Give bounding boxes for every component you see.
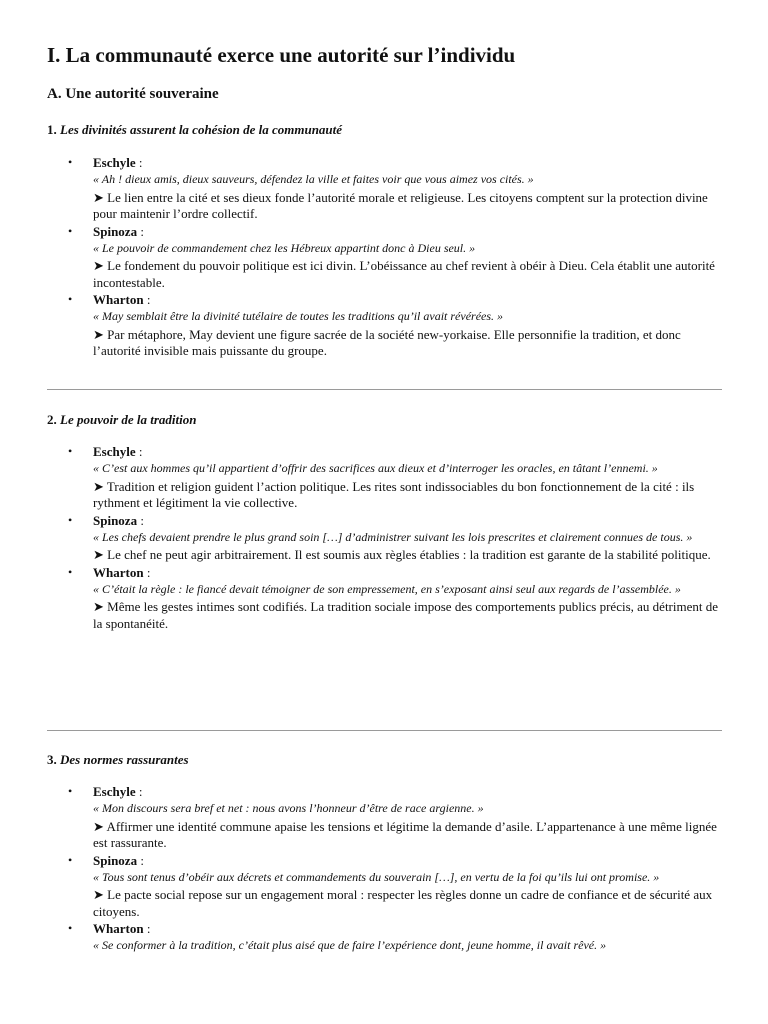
bullet-icon: •: [68, 564, 73, 579]
quote: « Mon discours sera bref et net : nous avons l’honneur d’être de race argienne. »: [93, 801, 484, 815]
quote: « Les chefs devaient prendre le plus grand soin […] d’administrer suivant les lois prescrites et clairement connues de tous. »: [93, 529, 693, 544]
list-item: [47, 783, 727, 852]
bullet-icon: •: [68, 292, 73, 306]
author-name: Eschyle: [93, 444, 136, 459]
section-title-text: Des normes rassurantes: [60, 752, 189, 767]
author-name-line: Wharton :: [93, 921, 151, 936]
section-divider: [47, 730, 722, 731]
author-list: [47, 154, 727, 360]
author-name-line: Spinoza :: [93, 512, 144, 528]
section-2: [47, 411, 727, 632]
comment-text: Même les gestes intimes sont codifiés. La tradition sociale impose des comportements publics précis, au détriment de la spontanéité.: [93, 599, 719, 631]
author-name: Spinoza: [93, 852, 138, 868]
subtitle: A. Une autorité souveraine: [47, 86, 219, 102]
list-item: [47, 920, 727, 954]
section-title-text: Les divinités assurent la cohésion de la communauté: [60, 122, 343, 137]
section-divider: [47, 389, 722, 390]
author-name-line: Eschyle :: [93, 444, 143, 459]
list-item: [47, 291, 727, 360]
list-item: [47, 852, 727, 921]
main-title: I. La communauté exerce une autorité sur l’individu: [47, 43, 516, 67]
author-name-line: Spinoza :: [93, 223, 144, 239]
arrow-icon: ➤: [93, 547, 104, 562]
author-list: [47, 783, 727, 954]
comment: [93, 819, 727, 852]
author-name: Wharton: [93, 292, 144, 307]
section-title: [47, 121, 727, 139]
section-number: 1.: [47, 122, 57, 137]
comment: [93, 599, 727, 632]
comment-text: Le chef ne peut agir arbitrairement. Il est soumis aux règles établies : la tradition est garante de la stabilité politique.: [107, 547, 711, 562]
quote: « Le pouvoir de commandement chez les Hébreux appartint donc à Dieu seul. »: [93, 240, 476, 255]
quote: « Se conformer à la tradition, c’était plus aisé que de faire l’expérience dont, jeune homme, il avait rêvé. »: [93, 938, 607, 952]
author-name: Eschyle: [93, 155, 136, 170]
comment: [93, 327, 727, 360]
quote: « C’était la règle : le fiancé devait témoigner de son empressement, en s’exposant ainsi seul aux regards de l’assemblée. »: [93, 581, 681, 596]
bullet-icon: •: [68, 852, 73, 867]
arrow-icon: ➤: [93, 258, 104, 273]
quote: « Tous sont tenus d’obéir aux décrets et commandements du souverain […], en vertu de la foi qu’ils lui ont promise. »: [93, 869, 660, 884]
author-name-line: Wharton :: [93, 292, 151, 307]
comment: [93, 887, 727, 920]
bullet-icon: •: [68, 155, 73, 169]
section-title-text: Le pouvoir de la tradition: [60, 412, 197, 427]
comment: [93, 190, 727, 223]
bullet-icon: •: [68, 512, 73, 527]
author-name: Eschyle: [93, 784, 136, 799]
comment-text: Tradition et religion guident l’action politique. Les rites sont indissociables du bon fonctionnement de la cité : ils rythment et légitiment la vie collective.: [93, 478, 695, 510]
bullet-icon: •: [68, 784, 73, 798]
comment: [93, 258, 727, 291]
comment: [93, 479, 727, 512]
quote: « Ah ! dieux amis, dieux sauveurs, défendez la ville et faites voir que vous aimez vos cités. »: [93, 172, 534, 186]
list-item: [47, 223, 727, 292]
author-name: Spinoza: [93, 223, 138, 239]
author-name-line: Wharton :: [93, 564, 151, 580]
section-number: 3.: [47, 752, 57, 767]
quote: « May semblait être la divinité tutélaire de toutes les traditions qu’il avait révérées. »: [93, 309, 504, 323]
section-3: [47, 751, 727, 954]
arrow-icon: ➤: [93, 599, 104, 614]
arrow-icon: ➤: [93, 818, 104, 834]
author-name: Wharton: [93, 921, 144, 936]
bullet-icon: •: [68, 921, 73, 935]
comment-text: Le lien entre la cité et ses dieux fonde l’autorité morale et religieuse. Les citoyens comptent sur la protection divine pour maintenir l’ordre collectif.: [93, 189, 708, 221]
author-name: Wharton: [93, 564, 144, 580]
section-number: 2.: [47, 412, 57, 427]
arrow-icon: ➤: [93, 887, 104, 902]
comment-text: Affirmer une identité commune apaise les tensions et légitime la demande d’asile. L’appartenance à une même lignée est rassurante.: [93, 818, 717, 850]
section-title: [47, 751, 727, 769]
author-list: [47, 443, 727, 632]
author-name-line: Eschyle :: [93, 784, 143, 799]
bullet-icon: •: [68, 223, 73, 238]
quote: « C’est aux hommes qu’il appartient d’offrir des sacrifices aux dieux et d’interroger les oracles, en tâtant l’ennemi. »: [93, 461, 658, 475]
list-item: [47, 443, 727, 512]
arrow-icon: ➤: [93, 189, 104, 205]
author-name: Spinoza: [93, 512, 138, 528]
list-item: [47, 512, 727, 564]
comment: [93, 547, 727, 564]
arrow-icon: ➤: [93, 326, 104, 342]
comment-text: Le fondement du pouvoir politique est ici divin. L’obéissance au chef revient à obéir à Dieu. Cela établit une autorité incontestable.: [93, 258, 715, 290]
arrow-icon: ➤: [93, 478, 104, 494]
section-1: [47, 121, 727, 360]
section-title: [47, 411, 727, 429]
bullet-icon: •: [68, 444, 73, 458]
comment-text: Par métaphore, May devient une figure sacrée de la société new-yorkaise. Elle personnifie la tradition, et donc l’autorité invisible mais puissante du groupe.: [93, 326, 681, 358]
list-item: [47, 564, 727, 633]
author-name-line: Spinoza :: [93, 852, 144, 868]
comment-text: Le pacte social repose sur un engagement moral : respecter les règles donne un cadre de confiance et de sécurité aux citoyens.: [93, 887, 713, 919]
list-item: [47, 154, 727, 223]
author-name-line: Eschyle :: [93, 155, 143, 170]
